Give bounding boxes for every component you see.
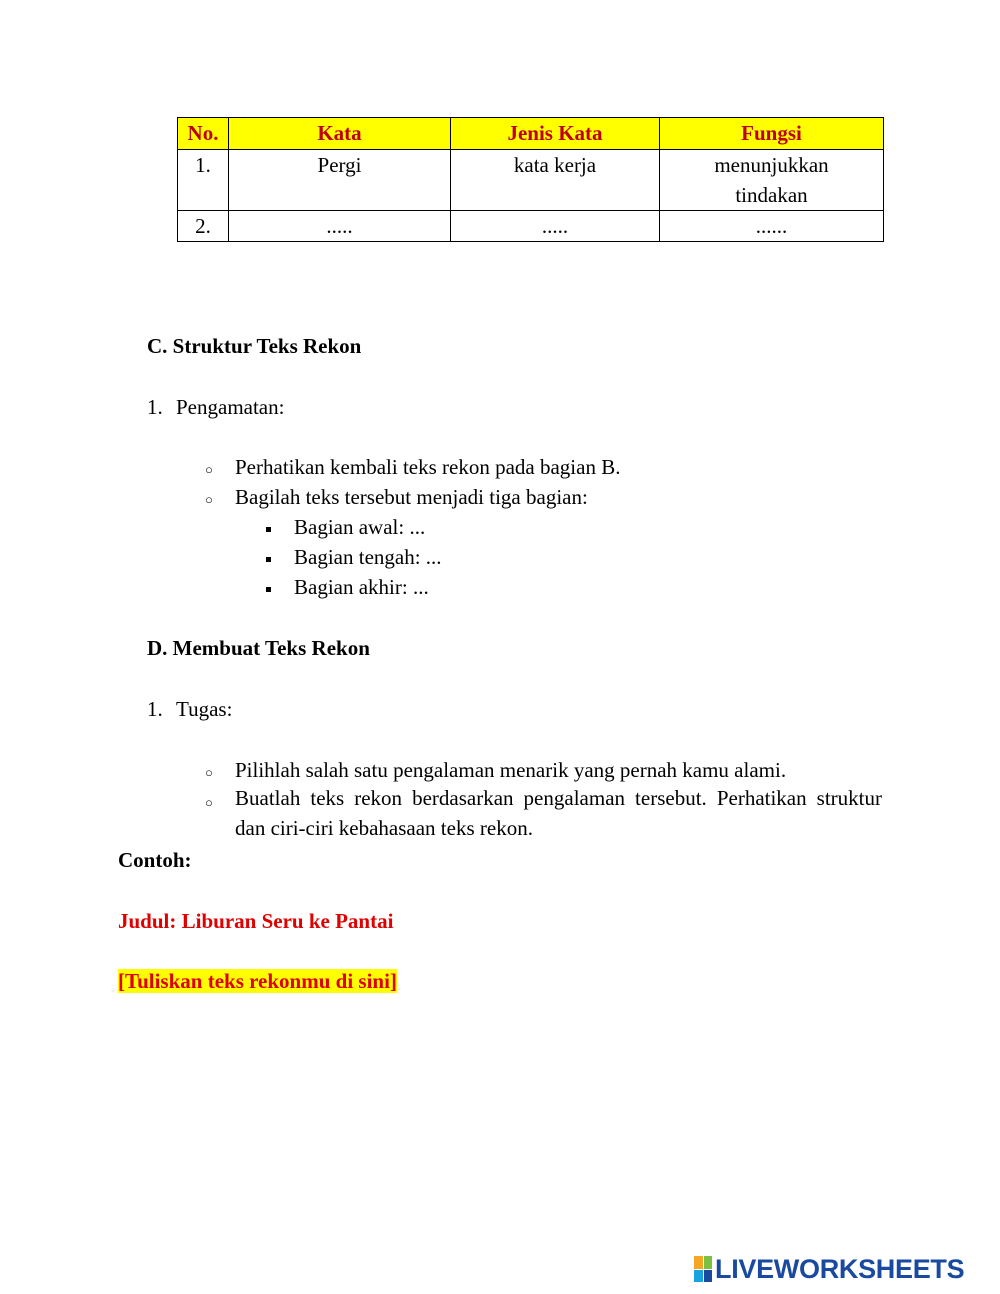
answer-placeholder-text[interactable]: [Tuliskan teks rekonmu di sini] bbox=[118, 969, 397, 993]
section-d-bullet: Pilihlah salah satu pengalaman menarik yang pernah kamu alami. bbox=[235, 758, 787, 782]
cell-fungsi: menunjukkan tindakan bbox=[660, 150, 884, 211]
header-fungsi: Fungsi bbox=[660, 118, 884, 150]
section-c-bullet: Bagilah teks tersebut menjadi tiga bagian: bbox=[235, 485, 588, 509]
hollow-bullet-icon: ○ bbox=[205, 795, 213, 810]
section-c-bullet: Perhatikan kembali teks rekon pada bagian B. bbox=[235, 455, 621, 479]
section-c-item-label: Pengamatan: bbox=[176, 395, 285, 419]
hollow-bullet-icon: ○ bbox=[205, 492, 213, 507]
section-c-sub-bullet: Bagian awal: ... bbox=[294, 515, 426, 539]
liveworksheets-logo-icon bbox=[694, 1256, 712, 1282]
example-label: Contoh: bbox=[118, 848, 192, 872]
liveworksheets-logo bbox=[694, 1253, 988, 1285]
hollow-bullet-icon: ○ bbox=[205, 765, 213, 780]
section-d-item-number: 1. bbox=[147, 697, 163, 721]
table-row bbox=[178, 211, 884, 242]
example-title: Judul: Liburan Seru ke Pantai bbox=[118, 909, 394, 933]
answer-placeholder[interactable] bbox=[118, 969, 397, 994]
hollow-bullet-icon: ○ bbox=[205, 462, 213, 477]
section-c-sub-bullet: Bagian akhir: ... bbox=[294, 575, 429, 599]
section-c-item-number: 1. bbox=[147, 395, 163, 419]
cell-fungsi[interactable]: ...... bbox=[660, 211, 884, 242]
square-bullet-icon bbox=[266, 557, 271, 562]
section-c-sub-bullet: Bagian tengah: ... bbox=[294, 545, 442, 569]
square-bullet-icon bbox=[266, 587, 271, 592]
words-table bbox=[177, 117, 884, 242]
table-header-row bbox=[178, 118, 884, 150]
cell-jenis-kata: kata kerja bbox=[451, 150, 660, 211]
section-d-title: D. Membuat Teks Rekon bbox=[147, 636, 370, 660]
section-d-bullet: Buatlah teks rekon berdasarkan pengalaman tersebut. Perhatikan struktur dan ciri-ciri kebahasaan teks rekon. bbox=[235, 786, 882, 840]
cell-jenis-kata[interactable]: ..... bbox=[451, 211, 660, 242]
section-c-title: C. Struktur Teks Rekon bbox=[147, 334, 362, 358]
header-kata: Kata bbox=[229, 118, 451, 150]
cell-kata[interactable]: ..... bbox=[229, 211, 451, 242]
header-jenis-kata: Jenis Kata bbox=[451, 118, 660, 150]
table-row bbox=[178, 150, 884, 211]
cell-kata: Pergi bbox=[229, 150, 451, 211]
cell-no: 1. bbox=[178, 150, 229, 211]
section-d-item-label: Tugas: bbox=[176, 697, 233, 721]
square-bullet-icon bbox=[266, 527, 271, 532]
cell-no: 2. bbox=[178, 211, 229, 242]
header-no: No. bbox=[178, 118, 229, 150]
logo-text: LIVEWORKSHEETS bbox=[715, 1253, 965, 1284]
